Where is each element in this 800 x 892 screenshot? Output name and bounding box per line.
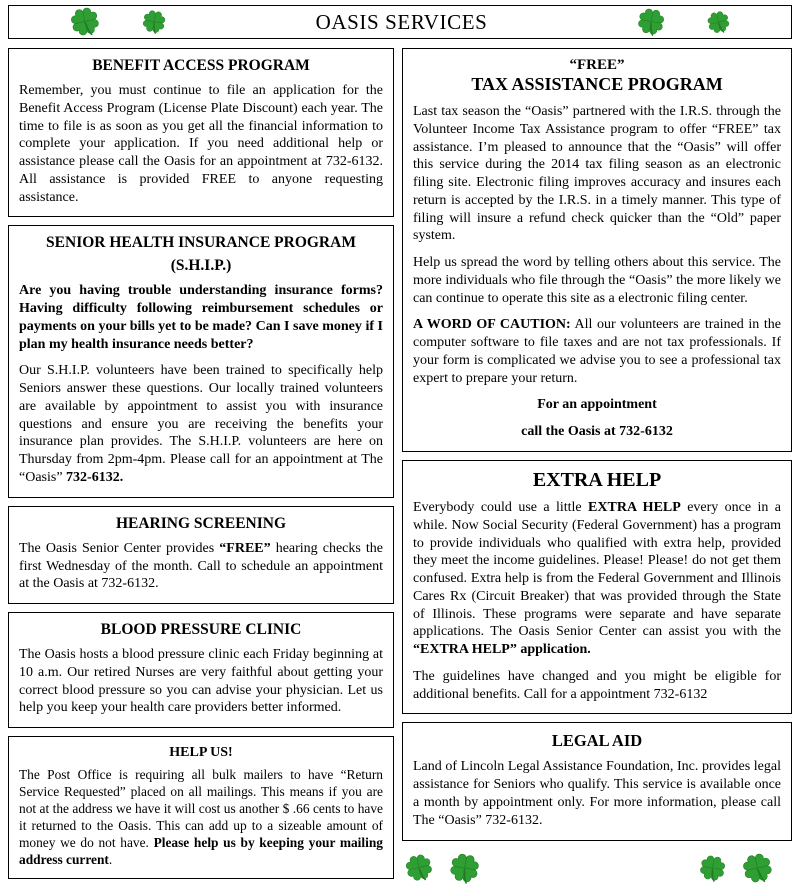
bold-text: “EXTRA HELP” application. bbox=[413, 642, 591, 658]
section-title: EXTRA HELP bbox=[532, 469, 662, 492]
paragraph bbox=[413, 423, 781, 441]
paragraph bbox=[413, 103, 781, 245]
section-body bbox=[413, 103, 781, 441]
paragraph bbox=[19, 646, 383, 717]
clover-icon bbox=[401, 849, 437, 887]
section-body bbox=[413, 758, 781, 829]
section-title: “FREE” bbox=[569, 57, 625, 73]
section-subtitle: TAX ASSISTANCE PROGRAM bbox=[471, 74, 723, 94]
section-legal-aid bbox=[402, 722, 792, 840]
section-senior-health-insurance-program bbox=[8, 225, 394, 497]
clover-icon bbox=[66, 2, 104, 42]
section-body bbox=[19, 282, 383, 486]
two-column-layout bbox=[8, 48, 792, 886]
section-body bbox=[19, 766, 383, 868]
text-run: The Oasis Senior Center provides bbox=[19, 540, 220, 556]
paragraph bbox=[413, 396, 781, 414]
footer-decorations bbox=[402, 849, 792, 886]
clover-icon bbox=[139, 6, 169, 38]
section-benefit-access-program bbox=[8, 48, 394, 217]
text-run: Land of Lincoln Legal Assistance Foundation, Inc. provides legal assistance for Seniors who qualify. This service is available once a month by appointment only. For more information, please call The “Oasis” 732-6132. bbox=[413, 759, 781, 828]
section-body bbox=[19, 540, 383, 593]
text-run: The guidelines have changed and you might be eligible for additional benefits. Call for a appointment 732-6132 bbox=[413, 668, 781, 702]
text-run: . bbox=[108, 852, 113, 868]
clover-icon bbox=[703, 6, 733, 38]
section-title: HEARING SCREENING bbox=[115, 514, 287, 532]
text-run: All our volunteers are trained in the computer software to file taxes and are not tax professionals. If your form is complicated we advise you to see a professional tax expert to prepare your return. bbox=[413, 317, 781, 386]
clover-icon bbox=[696, 850, 730, 886]
header-clovers-left bbox=[69, 5, 167, 39]
clover-icon bbox=[445, 848, 484, 888]
paragraph bbox=[413, 499, 781, 659]
text-run: hearing checks the first Wednesday of the month. Call to schedule an appointment at the Oasis at 732-6132. bbox=[19, 540, 383, 592]
text-run: Help us spread the word by telling others about this service. The more individuals who file through the “Oasis” the more likely we can continue to operate this site as a electronic filing center. bbox=[413, 255, 781, 306]
section-subtitle: (S.H.I.P.) bbox=[170, 257, 232, 275]
bold-text: “FREE” bbox=[219, 540, 271, 556]
paragraph bbox=[19, 362, 383, 486]
section-tax-assistance-program bbox=[402, 48, 792, 452]
paragraph bbox=[413, 316, 781, 387]
section-title: SENIOR HEALTH INSURANCE PROGRAM bbox=[46, 234, 356, 252]
header-clovers-right bbox=[636, 6, 731, 38]
page-title: OASIS SERVICES bbox=[315, 9, 488, 34]
text-run: Last tax season the “Oasis” partnered with the I.R.S. through the Volunteer Income Tax Assistance program to offer “FREE” tax assistance. I’m pleased to announce that the “Oasis” will offer this service during the 2014 tax filing season as an electronic filing site. Electronic filing improves accuracy and insures each return is accepted by the I.R.S. in a timely manner. This type of filing will insure a refund check quicker than the “Old” paper system. bbox=[413, 104, 781, 244]
bold-text: call the Oasis at 732-6132 bbox=[521, 424, 673, 440]
section-title: BENEFIT ACCESS PROGRAM bbox=[92, 57, 310, 74]
footer-clovers-left bbox=[404, 851, 481, 886]
text-run: Everybody could use a little bbox=[413, 500, 589, 516]
section-body bbox=[19, 646, 383, 717]
section-body bbox=[413, 499, 781, 703]
clover-icon bbox=[738, 847, 778, 888]
section-extra-help bbox=[402, 460, 792, 714]
text-run: The Post Office is requiring all bulk mailers to have “Return Service Requested” placed on all mailings. This means if you are not at the address we have it will cost us another $ .66 cents to have it returned to the Oasis. This can add up to a sizeable amount of money we do not have. bbox=[19, 767, 383, 851]
bold-text: EXTRA HELP bbox=[588, 500, 681, 516]
paragraph bbox=[19, 282, 383, 353]
section-hearing-screening bbox=[8, 506, 394, 604]
section-title: LEGAL AID bbox=[551, 731, 643, 751]
bold-text: Please help us by keeping your mailing address current bbox=[19, 835, 383, 868]
text-run: The Oasis hosts a blood pressure clinic each Friday beginning at 10 a.m. Our retired Nurses are very faithful about getting your correct blood pressure so you can advise your physician. Let us help you keep your health care providers better informed. bbox=[19, 647, 383, 716]
bold-text: For an appointment bbox=[537, 397, 657, 413]
section-body bbox=[19, 82, 383, 206]
left-column bbox=[8, 48, 394, 879]
section-title: HELP US! bbox=[169, 745, 233, 761]
text-run: Remember, you must continue to file an application for the Benefit Access Program (License Plate Discount) each year. The time to file is as soon as you get all the financial information to complete your application. If you need additional help or assistance please call the Oasis for an appointment at 732-6132. All assistance is provided FREE to anyone requesting assistance. bbox=[19, 83, 383, 205]
page-header bbox=[8, 5, 792, 39]
bold-text: 732-6132. bbox=[66, 470, 124, 486]
footer-clovers-right bbox=[698, 851, 774, 886]
right-column bbox=[402, 48, 792, 886]
paragraph bbox=[19, 766, 383, 868]
text-run: every once in a while. Now Social Security (Federal Government) has a program to provide individuals who qualified with extra help, provided they meet the income guidelines. Please! Please! do not get them confused. Extra help is from the Federal Government and Illinois Cares Rx (Circuit Breaker) that was provided through the State of Illinois. These programs were separate and have separate applications. The Oasis Senior Center can assist you with the bbox=[413, 500, 781, 640]
paragraph bbox=[413, 254, 781, 307]
paragraph bbox=[413, 758, 781, 829]
bold-text: A WORD OF CAUTION: bbox=[413, 317, 571, 333]
section-help-us bbox=[8, 736, 394, 879]
paragraph bbox=[413, 668, 781, 704]
clover-icon bbox=[633, 4, 668, 41]
bold-text: Are you having trouble understanding insurance forms? Having difficulty following reimbursement schedules or payments on your bills yet to be made? Can I save money if I plan my health insurance needs better? bbox=[19, 283, 383, 352]
section-blood-pressure-clinic bbox=[8, 612, 394, 728]
paragraph bbox=[19, 82, 383, 206]
paragraph bbox=[19, 540, 383, 593]
text-run: Our S.H.I.P. volunteers have been trained to specifically help Seniors answer these questions. Our locally trained volunteers are available by appointment to assist you with insurance questions and ensure you are receiving the benefits your insurance plan provides. The S.H.I.P. volunteers are here on Thursday from 2pm-4pm. Please call for an appointment at The “Oasis” bbox=[19, 363, 383, 486]
section-title: BLOOD PRESSURE CLINIC bbox=[100, 621, 302, 639]
